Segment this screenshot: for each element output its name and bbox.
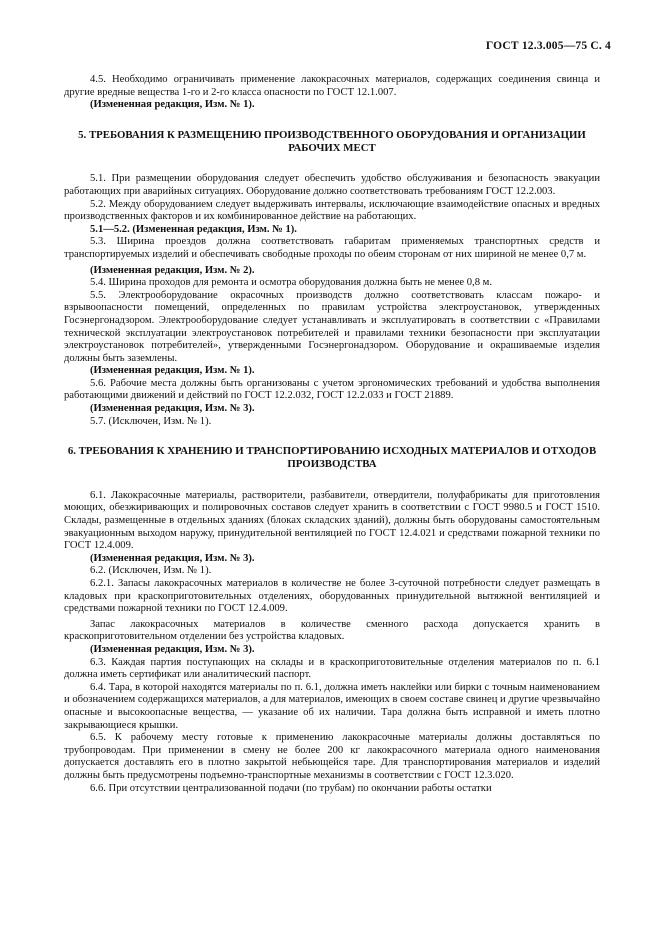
clause-6-2-1-continued: Запас лакокрасочных материалов в количестве сменного расхода допускается хранить в краскоприготовительном отделении без устройства кладовых.	[64, 618, 600, 643]
section-6-heading: 6. ТРЕБОВАНИЯ К ХРАНЕНИЮ И ТРАНСПОРТИРОВАНИЮ ИСХОДНЫХ МАТЕРИАЛОВ И ОТХОДОВ ПРОИЗВОДСТВА	[67, 445, 597, 471]
amendment-note: (Измененная редакция, Изм. № 3).	[90, 403, 255, 415]
clause-6-2: 6.2. (Исключен, Изм. № 1).	[90, 565, 212, 577]
clause-6-1: 6.1. Лакокрасочные материалы, растворители, разбавители, отвердители, полуфабрикаты для приготовления моющих, обезжиривающих и полировочных составов следует хранить в соответствии с ГОСТ 9980.5 и ГОСТ 1510. Склады, размещенные в отдельных зданиях (блоках складских зданий), должны быть оборудованы самостоятельным эвакуационным выходом наружу, принудительной вентиляцией по ГОСТ 12.4.021 и средствами пожарной техники по ГОСТ 12.4.009.	[64, 489, 600, 552]
clause-6-6: 6.6. При отсутствии централизованной подачи (по трубам) по окончании работы остатки	[90, 782, 492, 794]
amendment-note: (Измененная редакция, Изм. № 3).	[90, 552, 255, 564]
clause-5-6: 5.6. Рабочие места должны быть организованы с учетом эргономических требований и удобства выполнения работающими движений и действий по ГОСТ 12.2.032, ГОСТ 12.2.033 и ГОСТ 21889.	[64, 377, 600, 402]
clause-5-1: 5.1. При размещении оборудования следует обеспечить удобство обслуживания и безопасность эвакуации работающих при аварийных ситуациях. Оборудование должно соответствовать требованиям ГОСТ 12.2.003.	[64, 173, 600, 197]
amendment-note: (Измененная редакция, Изм. № 1).	[90, 99, 255, 111]
amendment-note: (Измененная редакция, Изм. № 1).	[90, 365, 255, 377]
clause-5-3: 5.3. Ширина проездов должна соответствовать габаритам применяемых транспортных средств и транспортируемых изделий и обеспечивать свободные проходы по обеим сторонам от них шириной не менее 0,7 м.	[64, 236, 600, 260]
page-header: ГОСТ 12.3.005—75 С. 4	[485, 40, 611, 52]
section-5-heading: 5. ТРЕБОВАНИЯ К РАЗМЕЩЕНИЮ ПРОИЗВОДСТВЕННОГО ОБОРУДОВАНИЯ И ОРГАНИЗАЦИИ РАБОЧИХ МЕСТ	[78, 128, 586, 154]
amendment-note: (Измененная редакция, Изм. № 3).	[90, 643, 255, 655]
clause-6-3: 6.3. Каждая партия поступающих на склады и в краскоприготовительные отделения материалов по п. 6.1 должна иметь сертификат или аналитический паспорт.	[64, 656, 600, 681]
amendment-note: (Измененная редакция, Изм. № 2).	[90, 264, 255, 276]
clause-6-2-1: 6.2.1. Запасы лакокрасочных материалов в количестве не более 3-суточной потребности следует размещать в кладовых при краскоприготовительных отделениях, оборудованных принудительной вытяжной вентиляцией и средствами пожарной техники по ГОСТ 12.4.009.	[64, 578, 600, 615]
clause-4-5: 4.5. Необходимо ограничивать применение лакокрасочных материалов, содержащих соединения свинца и другие вредные вещества 1-го и 2-го класса опасности по ГОСТ 12.1.007.	[64, 74, 600, 98]
clause-5-5: 5.5. Электрооборудование окрасочных производств должно соответствовать классам пожаро- и взрывоопасности помещений, определенных по правилам устройства электроустановок, утвержденных Госэнергонадзором. Электрооборудование следует устанавливать и эксплуатировать в соответствии с «Правилами технической эксплуатации электроустановок потребителей и правилами техники безопасности при эксплуатации электроустановок потребителей», утвержденными Госэнергонадзором. Оборудование и окрашиваемые изделия должны быть заземлены.	[64, 289, 600, 364]
clause-5-7: 5.7. (Исключен, Изм. № 1).	[90, 415, 212, 427]
clause-6-4: 6.4. Тара, в которой находятся материалы по п. 6.1, должна иметь наклейки или бирки с точным наименованием и обозначением содержащихся материалов, а для материалов, имеющих в своем составе свинец и другие чрезвычайно опасные и высокоопасные вещества, — указание об их наличии. Тара должна быть исправной и иметь плотно закрывающиеся крышки.	[64, 681, 600, 731]
clause-5-4: 5.4. Ширина проходов для ремонта и осмотра оборудования должна быть не менее 0,8 м.	[90, 277, 492, 289]
document-body	[64, 74, 600, 795]
clause-5-2: 5.2. Между оборудованием следует выдерживать интервалы, исключающие взаимодействие опасных и вредных производственных факторов и их комбинированное действие на работающих.	[64, 198, 600, 223]
clause-6-5: 6.5. К рабочему месту готовые к применению лакокрасочные материалы должны доставляться по трубопроводам. При применении в смену не более 200 кг лакокрасочного материала одного наименования допускается доставлять его в плотно закрытой небьющейся таре. Для транспортирования материалов и изделий должны быть предусмотрены подъемно-транспортные механизмы в соответствии с ГОСТ 12.3.020.	[64, 732, 600, 781]
amendment-note-5-1-5-2: 5.1—5.2. (Измененная редакция, Изм. № 1).	[90, 223, 297, 235]
